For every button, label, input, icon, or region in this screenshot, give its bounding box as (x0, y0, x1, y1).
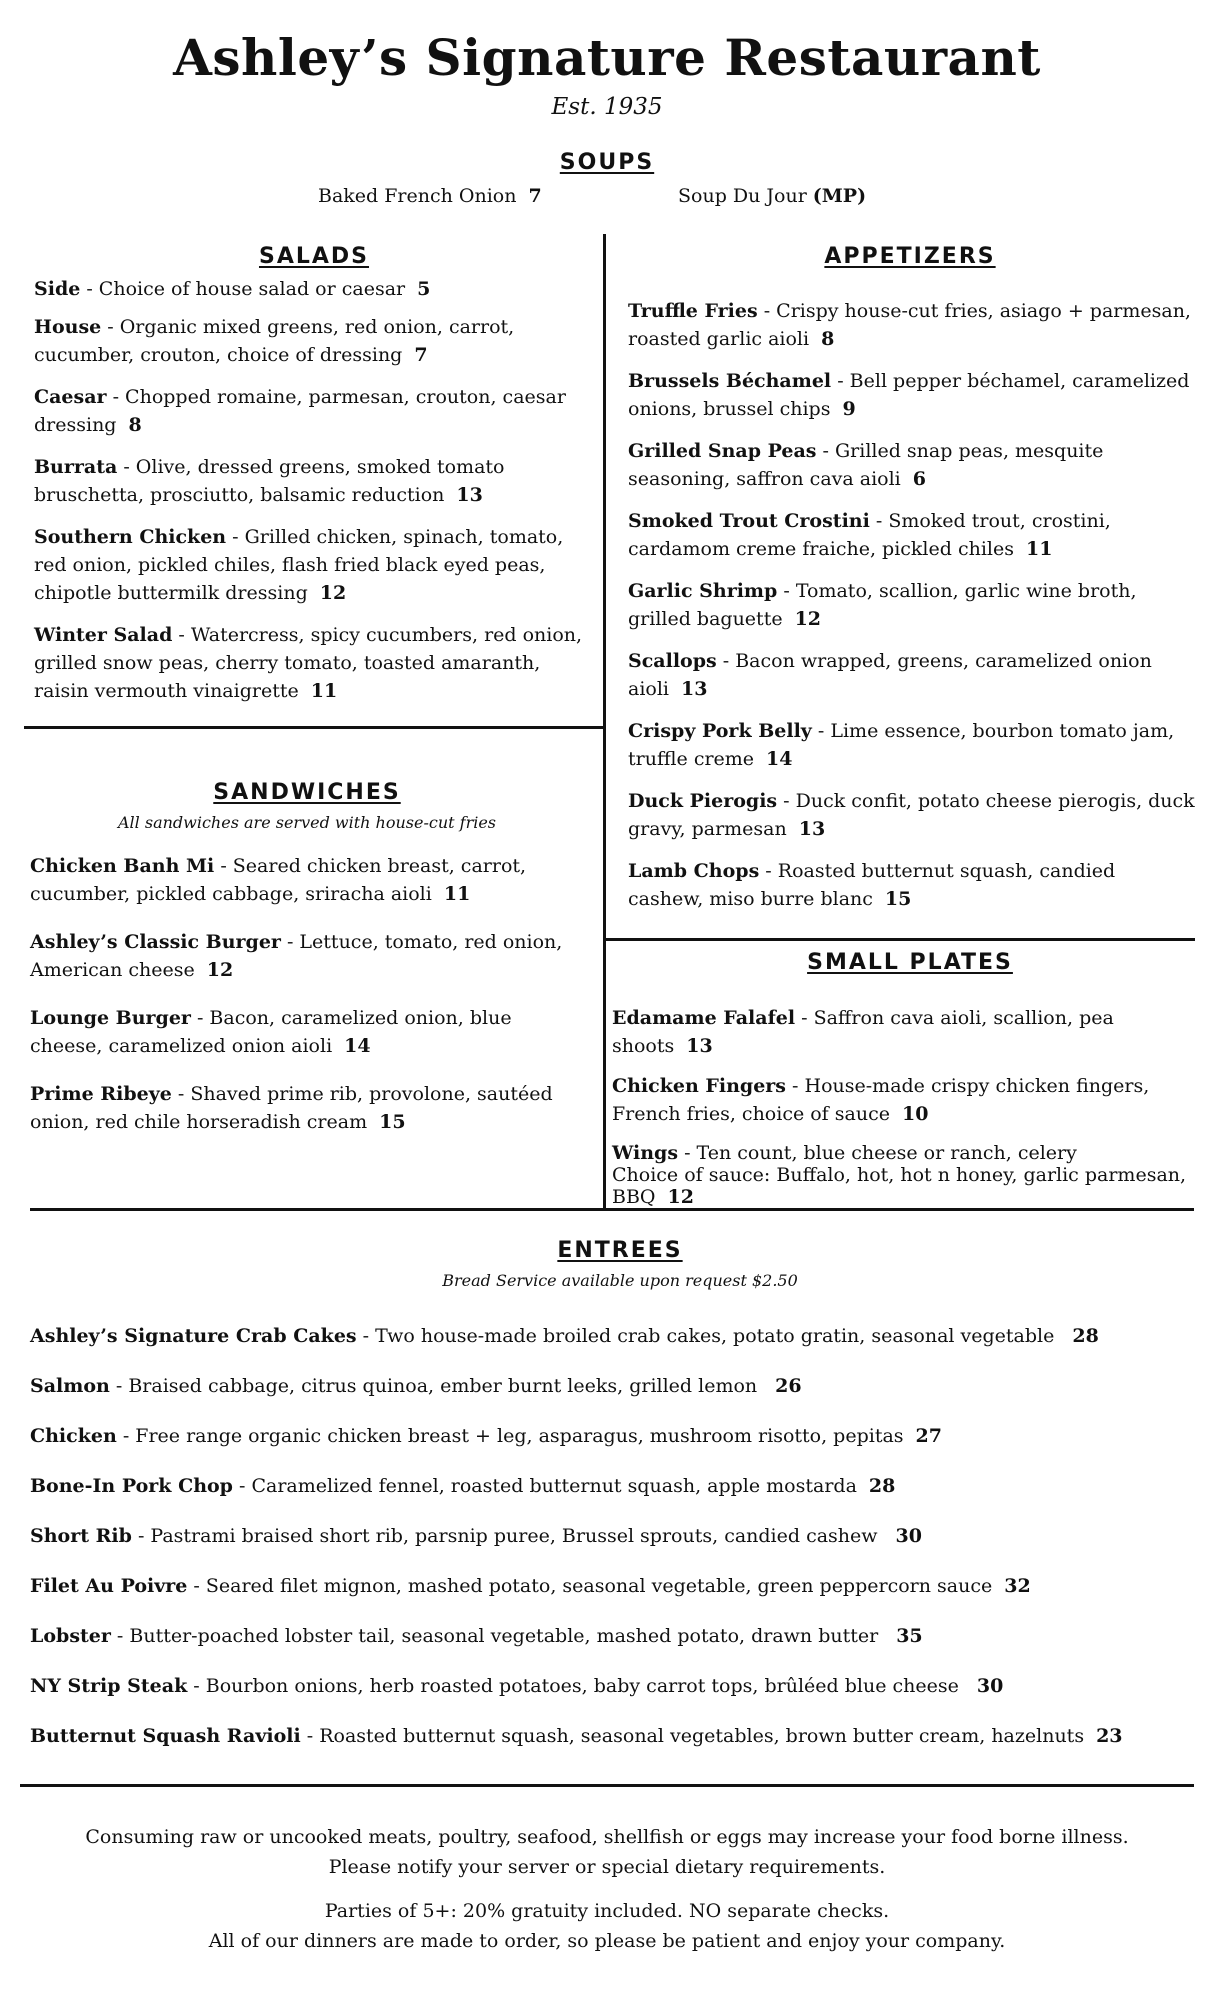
salads-list (34, 275, 594, 705)
item-name: Bone-In Pork Chop (30, 1475, 233, 1497)
item-description: - Saffron cava aioli, scallion, pea shoots (612, 1007, 1114, 1057)
item-description: - Roasted butternut squash, candied cashew, miso burre blanc (628, 860, 1116, 910)
item-price: 9 (842, 398, 856, 420)
menu-item (30, 1322, 1200, 1350)
menu-item (628, 787, 1196, 843)
menu-item (628, 367, 1196, 423)
item-description: - Bell pepper béchamel, caramelized onions, brussel chips (628, 370, 1190, 420)
item-price: 14 (344, 1035, 371, 1057)
item-description: - Seared filet mignon, mashed potato, seasonal vegetable, green peppercorn sauce (187, 1575, 993, 1597)
item-price: 27 (915, 1425, 942, 1447)
item-name: Wings (612, 1142, 679, 1164)
item-description: - Ten count, blue cheese or ranch, celery (678, 1142, 1077, 1164)
menu-item (34, 275, 594, 303)
footer-line: Consuming raw or uncooked meats, poultry, seafood, shellfish or eggs may increase your food borne illness. (85, 1826, 1129, 1848)
soup-item (678, 182, 866, 210)
item-price: 7 (414, 344, 428, 366)
item-description: - Bourbon onions, herb roasted potatoes, baby carrot tops, brûléed blue cheese (187, 1675, 959, 1697)
item-price: 15 (379, 1111, 406, 1133)
soup-item (318, 182, 542, 210)
item-name: Caesar (34, 386, 107, 408)
item-name: Grilled Snap Peas (628, 440, 817, 462)
item-price: 15 (884, 888, 912, 910)
item-name: Prime Ribeye (30, 1083, 172, 1105)
item-name: Crispy Pork Belly (628, 720, 812, 742)
item-price: 12 (206, 959, 234, 981)
item-description: - Two house-made broiled crab cakes, potato gratin, seasonal vegetable (356, 1325, 1055, 1347)
item-price: 12 (794, 608, 822, 630)
item-description: - Choice of house salad or caesar (80, 278, 406, 300)
item-name: Duck Pierogis (628, 790, 778, 812)
menu-item (612, 1004, 1206, 1060)
item-price: 5 (417, 278, 431, 300)
item-price: 12 (319, 582, 347, 604)
item-price: 8 (128, 414, 142, 436)
item-description: - Grilled snap peas, mesquite seasoning, saffron cava aioli (628, 440, 1104, 490)
menu-item (628, 857, 1196, 913)
soups-heading: SOUPS (559, 150, 655, 175)
item-price: 26 (775, 1375, 802, 1397)
item-price: 14 (766, 748, 793, 770)
soup-price: 7 (528, 185, 542, 207)
item-description: - Seared chicken breast, carrot, cucumber, pickled cabbage, sriracha aioli (30, 855, 527, 905)
item-name: Chicken Banh Mi (30, 855, 215, 877)
sandwiches-subheading: All sandwiches are served with house-cut fries (117, 813, 497, 832)
item-description: - Organic mixed greens, red onion, carrot, cucumber, crouton, choice of dressing (34, 316, 515, 366)
item-description: - Lettuce, tomato, red onion, American cheese (30, 931, 563, 981)
sandwiches-heading: SANDWICHES (213, 780, 401, 805)
food-safety-notice (0, 1822, 1214, 1882)
menu-item (34, 313, 594, 369)
item-name: Lounge Burger (30, 1007, 191, 1029)
item-name: Ashley’s Signature Crab Cakes (30, 1325, 357, 1347)
gratuity-notice (0, 1896, 1214, 1956)
item-name: Lobster (30, 1625, 111, 1647)
entrees-list (30, 1322, 1200, 1750)
item-name: Side (34, 278, 81, 300)
item-price: 13 (456, 484, 483, 506)
item-description: - Smoked trout, crostini, cardamom creme fraiche, pickled chiles (628, 510, 1111, 560)
item-description: - Pastrami braised short rib, parsnip puree, Brussel sprouts, candied cashew (131, 1525, 878, 1547)
sandwiches-list (30, 852, 590, 1136)
item-name: Chicken (30, 1425, 117, 1447)
item-price: 13 (686, 1035, 713, 1057)
menu-item (628, 647, 1196, 703)
menu-item (30, 1522, 1200, 1550)
item-price: 11 (1025, 538, 1053, 560)
item-name: Filet Au Poivre (30, 1575, 188, 1597)
menu-item (30, 1722, 1200, 1750)
item-name: Short Rib (30, 1525, 132, 1547)
menu-item (30, 1472, 1200, 1500)
item-description: - Duck confit, potato cheese pierogis, duck gravy, parmesan (628, 790, 1195, 840)
appetizers-heading: APPETIZERS (824, 244, 996, 269)
menu-item (30, 1004, 590, 1060)
menu-item (30, 1672, 1200, 1700)
item-name: House (34, 316, 102, 338)
item-price: 13 (681, 678, 708, 700)
item-price: 28 (868, 1475, 896, 1497)
soup-price: (MP) (812, 185, 867, 207)
item-description: - House-made crispy chicken fingers, French fries, choice of sauce (612, 1075, 1150, 1125)
footer-line: Parties of 5+: 20% gratuity included. NO separate checks. (324, 1900, 890, 1922)
item-description: - Caramelized fennel, roasted butternut squash, apple mostarda (232, 1475, 857, 1497)
menu-item (30, 852, 590, 908)
item-description: - Olive, dressed greens, smoked tomato bruschetta, prosciutto, balsamic reduction (34, 456, 505, 506)
item-price: 23 (1096, 1725, 1123, 1747)
item-description: - Grilled chicken, spinach, tomato, red onion, pickled chiles, flash fried black eyed peas, chipotle buttermilk dressing (34, 526, 564, 604)
item-price: 8 (821, 328, 835, 350)
menu-item (628, 507, 1196, 563)
item-price: 30 (976, 1675, 1004, 1697)
soup-name: Baked French Onion (318, 185, 517, 207)
menu-item (34, 383, 594, 439)
item-description: - Bacon, caramelized onion, blue cheese, caramelized onion aioli (30, 1007, 512, 1057)
item-price: 32 (1004, 1575, 1031, 1597)
item-name: NY Strip Steak (30, 1675, 188, 1697)
item-name: Burrata (34, 456, 118, 478)
entrees-heading: ENTREES (557, 1238, 683, 1263)
item-price: 6 (912, 468, 926, 490)
menu-item (628, 297, 1196, 353)
item-price: 35 (896, 1625, 923, 1647)
item-name: Chicken Fingers (612, 1075, 787, 1097)
item-description-sauce: Choice of sauce: Buffalo, hot, hot n honey, garlic parmesan, BBQ (612, 1164, 1187, 1208)
item-description: - Free range organic chicken breast + leg, asparagus, mushroom risotto, pepitas (116, 1425, 904, 1447)
item-description: - Butter-poached lobster tail, seasonal vegetable, mashed potato, drawn butter (110, 1625, 879, 1647)
entrees-top-divider (30, 1208, 1194, 1211)
item-description: - Chopped romaine, parmesan, crouton, caesar dressing (34, 386, 566, 436)
item-description: - Braised cabbage, citrus quinoa, ember burnt leeks, grilled lemon (109, 1375, 758, 1397)
item-name: Edamame Falafel (612, 1007, 796, 1029)
item-description: - Lime essence, bourbon tomato jam, truffle creme (628, 720, 1175, 770)
menu-item (30, 1372, 1200, 1400)
menu-item (30, 1622, 1200, 1650)
item-name: Smoked Trout Crostini (628, 510, 870, 532)
soup-name: Soup Du Jour (678, 185, 807, 207)
restaurant-title: Ashley’s Signature Restaurant (173, 28, 1041, 87)
item-price: 11 (443, 883, 471, 905)
item-name: Salmon (30, 1375, 110, 1397)
menu-item (30, 1572, 1200, 1600)
menu-item (34, 621, 594, 705)
menu-item (628, 437, 1196, 493)
small-plates-list (612, 1004, 1206, 1208)
item-name: Truffle Fries (628, 300, 758, 322)
appetizers-divider (605, 938, 1195, 941)
item-price: 10 (901, 1103, 929, 1125)
menu-item (30, 1080, 590, 1136)
item-name: Winter Salad (34, 624, 173, 646)
menu-item (612, 1072, 1206, 1128)
salads-divider (24, 726, 605, 729)
menu-item (30, 928, 590, 984)
item-description: - Tomato, scallion, garlic wine broth, grilled baguette (628, 580, 1137, 630)
entrees-subheading: Bread Service available upon request $2.50 (442, 1271, 798, 1290)
item-description: - Crispy house-cut fries, asiago + parmesan, roasted garlic aioli (628, 300, 1191, 350)
item-name: Ashley’s Classic Burger (30, 931, 281, 953)
item-name: Southern Chicken (34, 526, 227, 548)
item-price: 11 (310, 680, 338, 702)
established-year: Est. 1935 (551, 94, 663, 120)
item-name: Garlic Shrimp (628, 580, 778, 602)
item-name: Brussels Béchamel (628, 370, 832, 392)
item-price: 30 (895, 1525, 922, 1547)
menu-item (30, 1422, 1200, 1450)
menu-item (628, 717, 1196, 773)
salads-heading: SALADS (258, 244, 370, 269)
item-name: Butternut Squash Ravioli (30, 1725, 301, 1747)
item-description: - Bacon wrapped, greens, caramelized onion aioli (628, 650, 1152, 700)
item-description: - Shaved prime rib, provolone, sautéed onion, red chile horseradish cream (30, 1083, 553, 1133)
menu-item (34, 453, 594, 509)
item-price: 28 (1072, 1325, 1099, 1347)
menu-item (34, 523, 594, 607)
column-divider (603, 234, 606, 1210)
footer-divider (20, 1784, 1194, 1787)
item-description: - Roasted butternut squash, seasonal vegetables, brown butter cream, hazelnuts (300, 1725, 1085, 1747)
menu-item (612, 1142, 1206, 1208)
item-name: Scallops (628, 650, 717, 672)
footer-line: All of our dinners are made to order, so please be patient and enjoy your company. (208, 1930, 1006, 1952)
menu-item (628, 577, 1196, 633)
item-price: 13 (798, 818, 826, 840)
item-price: 12 (667, 1186, 694, 1208)
appetizers-list (628, 297, 1196, 913)
footer-line: Please notify your server or special dietary requirements. (328, 1856, 886, 1878)
small-plates-heading: SMALL PLATES (807, 950, 1013, 975)
item-name: Lamb Chops (628, 860, 760, 882)
item-description: - Watercress, spicy cucumbers, red onion, grilled snow peas, cherry tomato, toasted amaranth, raisin vermouth vinaigrette (34, 624, 583, 702)
